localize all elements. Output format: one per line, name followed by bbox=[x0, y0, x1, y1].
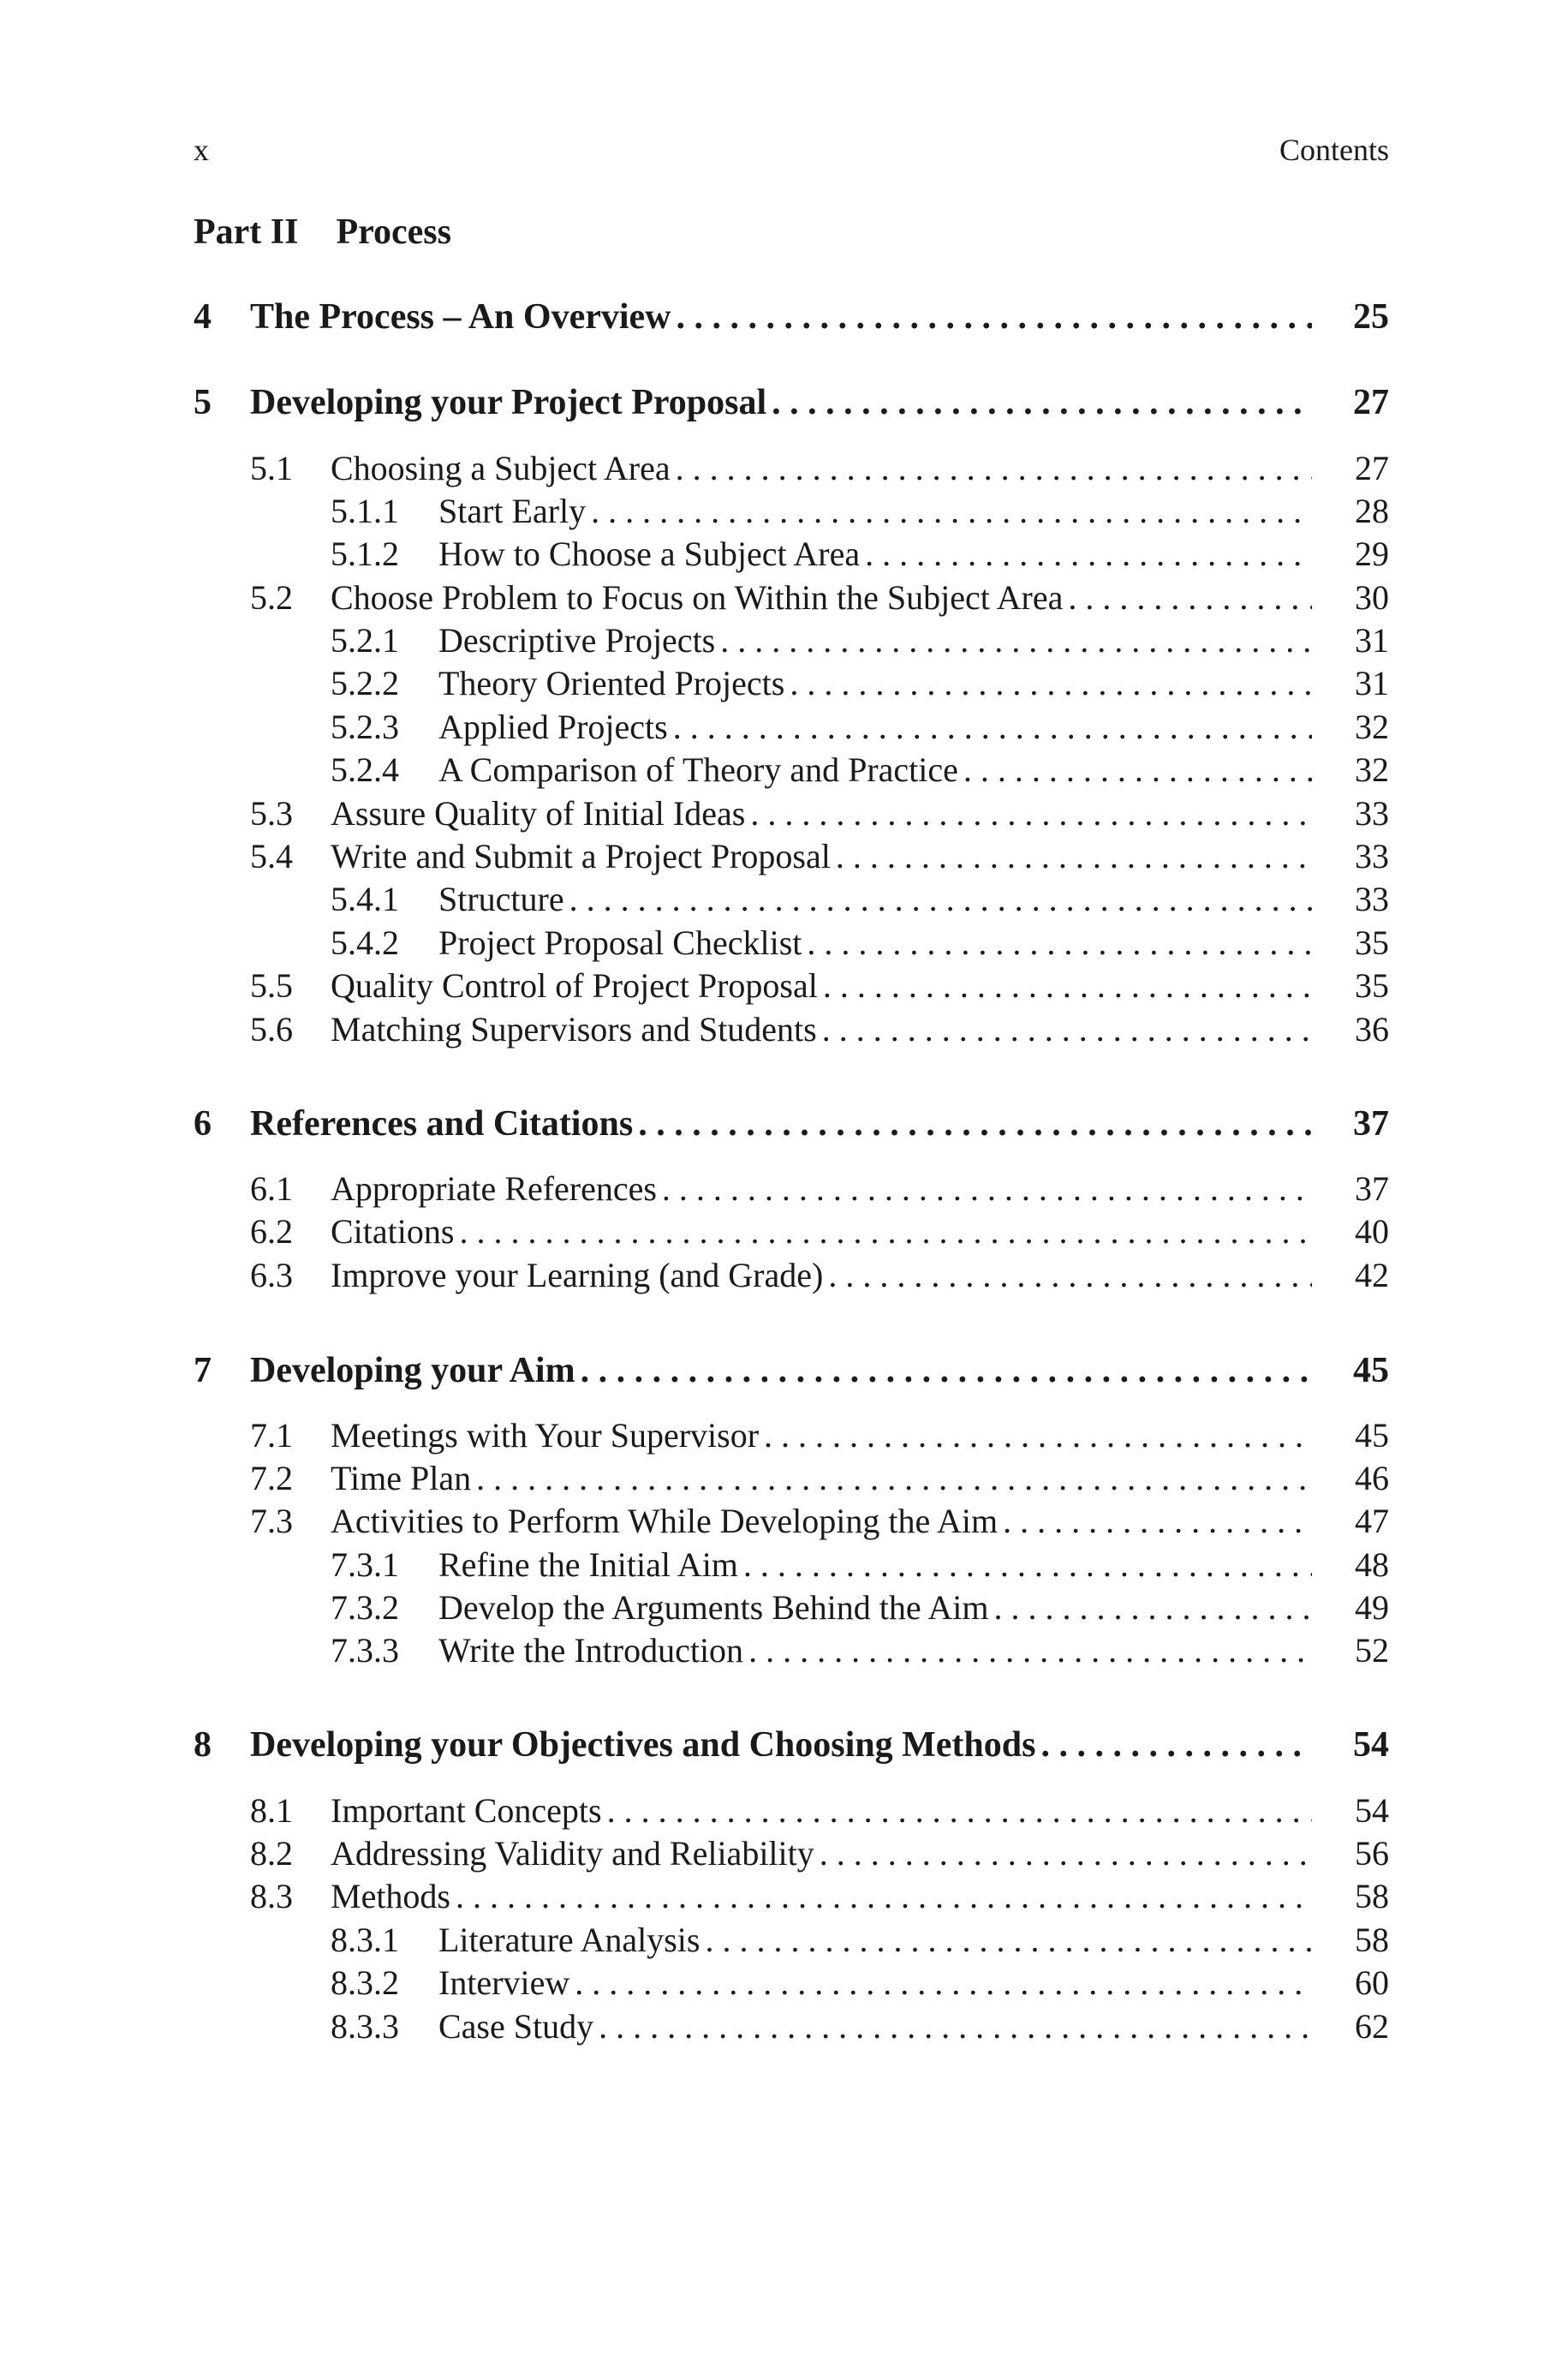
toc-title: Applied Projects bbox=[438, 708, 668, 746]
toc-number: 5.1 bbox=[250, 449, 293, 487]
toc-number: 7.3.1 bbox=[331, 1545, 399, 1584]
toc-page: 62 bbox=[1355, 2007, 1389, 2046]
toc-number: 5.2.2 bbox=[331, 664, 399, 702]
toc-page: 29 bbox=[1355, 535, 1389, 573]
running-head bbox=[194, 128, 1389, 171]
toc-number: 6.1 bbox=[250, 1169, 293, 1208]
toc-leader bbox=[194, 2004, 1312, 2050]
toc-entry[interactable] bbox=[194, 1831, 1389, 1877]
toc-entry[interactable] bbox=[194, 531, 1389, 577]
toc-entry[interactable] bbox=[194, 1252, 1389, 1299]
toc-number: 5.2.3 bbox=[331, 708, 399, 746]
toc-page: 58 bbox=[1355, 1921, 1389, 1959]
toc-title: Start Early bbox=[438, 492, 587, 530]
toc-leader bbox=[194, 1498, 1312, 1545]
toc-title: Matching Supervisors and Students bbox=[331, 1010, 817, 1049]
toc-page: 37 bbox=[1355, 1169, 1389, 1208]
toc-entry[interactable] bbox=[194, 1960, 1389, 2006]
toc-entry[interactable] bbox=[194, 876, 1389, 923]
toc-title: Activities to Perform While Developing the Aim bbox=[331, 1502, 999, 1540]
toc-title: Project Proposal Checklist bbox=[438, 923, 802, 962]
toc-entry[interactable] bbox=[194, 2004, 1389, 2050]
toc-leader bbox=[194, 1347, 1312, 1394]
toc-entry[interactable] bbox=[194, 618, 1389, 664]
toc-leader bbox=[194, 704, 1312, 750]
toc-number: 5.2 bbox=[250, 578, 293, 617]
toc-number: 6 bbox=[194, 1104, 212, 1144]
toc-leader bbox=[194, 294, 1312, 340]
toc-title: References and Citations bbox=[250, 1104, 634, 1144]
toc-title: Case Study bbox=[438, 2007, 594, 2046]
toc-title: Quality Control of Project Proposal bbox=[331, 966, 818, 1005]
toc-page: 31 bbox=[1355, 621, 1389, 660]
toc-title: Develop the Arguments Behind the Aim bbox=[438, 1588, 989, 1627]
toc-leader bbox=[194, 575, 1312, 621]
toc-title: Choosing a Subject Area bbox=[331, 449, 671, 487]
toc-entry[interactable] bbox=[194, 1585, 1389, 1631]
toc-number: 7.2 bbox=[250, 1459, 293, 1497]
toc-number: 5 bbox=[194, 383, 212, 422]
toc-page: 54 bbox=[1355, 1791, 1389, 1830]
toc-page: 33 bbox=[1355, 880, 1389, 918]
toc-page: 54 bbox=[1353, 1725, 1389, 1765]
toc-entry[interactable] bbox=[194, 575, 1389, 621]
toc-number: 7.3 bbox=[250, 1502, 293, 1540]
toc-entry[interactable] bbox=[194, 1347, 1389, 1394]
toc-leader bbox=[194, 445, 1312, 492]
toc-number: 5.3 bbox=[250, 794, 293, 833]
toc-entry[interactable] bbox=[194, 1413, 1389, 1459]
toc-entry[interactable] bbox=[194, 379, 1389, 426]
toc-number: 8.3.3 bbox=[331, 2007, 399, 2046]
toc-leader bbox=[194, 1007, 1312, 1053]
toc-number: 5.2.4 bbox=[331, 750, 399, 789]
toc-leader bbox=[194, 920, 1312, 966]
toc-entry[interactable] bbox=[194, 294, 1389, 340]
toc-number: 7.1 bbox=[250, 1416, 293, 1455]
toc-title: Developing your Aim bbox=[250, 1351, 575, 1390]
toc-title: Developing your Project Proposal bbox=[250, 383, 767, 422]
toc-page: 48 bbox=[1355, 1545, 1389, 1584]
toc-title: Interview bbox=[438, 1963, 570, 2002]
toc-entry[interactable] bbox=[194, 1101, 1389, 1147]
toc-leader bbox=[194, 1101, 1312, 1147]
toc-title: Developing your Objectives and Choosing Methods bbox=[250, 1725, 1036, 1765]
toc-entry[interactable] bbox=[194, 1455, 1389, 1502]
toc-page: 32 bbox=[1355, 750, 1389, 789]
toc-entry[interactable] bbox=[194, 1722, 1389, 1768]
toc-number: 8.3.2 bbox=[331, 1963, 399, 2002]
toc-title: Methods bbox=[331, 1877, 450, 1915]
toc-page: 49 bbox=[1355, 1588, 1389, 1627]
toc-number: 5.2.1 bbox=[331, 621, 399, 660]
toc-leader bbox=[194, 1166, 1312, 1212]
toc-page: 35 bbox=[1355, 966, 1389, 1005]
toc-page: 27 bbox=[1353, 383, 1389, 422]
toc-number: 8.3.1 bbox=[331, 1921, 399, 1959]
toc-page: 47 bbox=[1355, 1502, 1389, 1540]
toc-page: 40 bbox=[1355, 1212, 1389, 1251]
toc-leader bbox=[194, 1873, 1312, 1920]
toc-leader bbox=[194, 379, 1312, 426]
toc-leader bbox=[194, 833, 1312, 880]
toc-number: 5.5 bbox=[250, 966, 293, 1005]
toc-title: Refine the Initial Aim bbox=[438, 1545, 738, 1584]
toc-leader bbox=[194, 1917, 1312, 1963]
toc-entry[interactable] bbox=[194, 747, 1389, 793]
toc-leader bbox=[194, 1628, 1312, 1674]
toc-page: 32 bbox=[1355, 708, 1389, 746]
toc-leader bbox=[194, 963, 1312, 1009]
toc-page: 58 bbox=[1355, 1877, 1389, 1915]
toc-title: Assure Quality of Initial Ideas bbox=[331, 794, 746, 833]
toc-leader bbox=[194, 1831, 1312, 1877]
part-name: Process bbox=[336, 212, 451, 252]
toc-title: Write the Introduction bbox=[438, 1631, 744, 1670]
toc-number: 8.3 bbox=[250, 1877, 293, 1915]
toc-leader bbox=[194, 1542, 1312, 1588]
toc-title: A Comparison of Theory and Practice bbox=[438, 750, 958, 789]
toc-leader bbox=[194, 747, 1312, 793]
toc-page: 37 bbox=[1353, 1104, 1389, 1144]
toc-leader bbox=[194, 1585, 1312, 1631]
toc-entry[interactable] bbox=[194, 1542, 1389, 1588]
toc-number: 4 bbox=[194, 297, 212, 337]
toc-title: Write and Submit a Project Proposal bbox=[331, 837, 831, 875]
toc-leader bbox=[194, 660, 1312, 707]
toc-page: 25 bbox=[1353, 297, 1389, 337]
toc-entry[interactable] bbox=[194, 920, 1389, 966]
toc-page: 33 bbox=[1355, 794, 1389, 833]
toc-title: Appropriate References bbox=[331, 1169, 657, 1208]
toc-page: 60 bbox=[1355, 1963, 1389, 2002]
toc-page: 56 bbox=[1355, 1834, 1389, 1873]
toc-entry[interactable] bbox=[194, 1166, 1389, 1212]
toc-leader bbox=[194, 1455, 1312, 1502]
toc-leader bbox=[194, 791, 1312, 837]
toc-entry[interactable] bbox=[194, 1498, 1389, 1545]
toc-leader bbox=[194, 1960, 1312, 2006]
toc-number: 5.1.2 bbox=[331, 535, 399, 573]
toc-number: 8.2 bbox=[250, 1834, 293, 1873]
toc-title: Important Concepts bbox=[331, 1791, 602, 1830]
toc-page: 27 bbox=[1355, 449, 1389, 487]
toc-leader bbox=[194, 488, 1312, 535]
toc-entry[interactable] bbox=[194, 963, 1389, 1009]
toc-entry[interactable] bbox=[194, 833, 1389, 880]
toc-number: 5.4 bbox=[250, 837, 293, 875]
toc-title: Structure bbox=[438, 880, 564, 918]
toc-entry[interactable] bbox=[194, 1788, 1389, 1834]
toc-page: 45 bbox=[1355, 1416, 1389, 1455]
toc-entry[interactable] bbox=[194, 1628, 1389, 1674]
toc-number: 7 bbox=[194, 1351, 212, 1390]
toc-number: 8.1 bbox=[250, 1791, 293, 1830]
toc-leader bbox=[194, 876, 1312, 923]
running-title: Contents bbox=[1279, 133, 1389, 167]
toc-entry[interactable] bbox=[194, 488, 1389, 535]
toc-title: Theory Oriented Projects bbox=[438, 664, 785, 702]
toc-title: Improve your Learning (and Grade) bbox=[331, 1256, 824, 1294]
part-heading bbox=[194, 208, 451, 256]
toc-page: 46 bbox=[1355, 1459, 1389, 1497]
toc-entry[interactable] bbox=[194, 704, 1389, 750]
toc-number: 7.3.2 bbox=[331, 1588, 399, 1627]
toc-number: 7.3.3 bbox=[331, 1631, 399, 1670]
toc-number: 5.6 bbox=[250, 1010, 293, 1049]
toc-number: 6.2 bbox=[250, 1212, 293, 1251]
toc-page: 35 bbox=[1355, 923, 1389, 962]
page-number: x bbox=[194, 133, 209, 167]
toc-leader bbox=[194, 618, 1312, 664]
toc-entry[interactable] bbox=[194, 791, 1389, 837]
toc-page: 52 bbox=[1355, 1631, 1389, 1670]
toc-entry[interactable] bbox=[194, 660, 1389, 707]
toc-entry[interactable] bbox=[194, 1209, 1389, 1255]
toc-leader bbox=[194, 1209, 1312, 1255]
toc-title: Descriptive Projects bbox=[438, 621, 716, 660]
toc-leader bbox=[194, 1252, 1312, 1299]
toc-number: 8 bbox=[194, 1725, 212, 1765]
toc-page: 30 bbox=[1355, 578, 1389, 617]
toc-page: 33 bbox=[1355, 837, 1389, 875]
toc-leader bbox=[194, 531, 1312, 577]
part-number: Part II bbox=[194, 212, 299, 252]
toc-entry[interactable] bbox=[194, 1873, 1389, 1920]
toc-leader bbox=[194, 1413, 1312, 1459]
toc-entry[interactable] bbox=[194, 445, 1389, 492]
toc-number: 5.1.1 bbox=[331, 492, 399, 530]
toc-number: 5.4.1 bbox=[331, 880, 399, 918]
toc-title: Addressing Validity and Reliability bbox=[331, 1834, 814, 1873]
toc-title: Citations bbox=[331, 1212, 455, 1251]
toc-page: 42 bbox=[1355, 1256, 1389, 1294]
toc-title: Time Plan bbox=[331, 1459, 472, 1497]
toc-page: 28 bbox=[1355, 492, 1389, 530]
toc-leader bbox=[194, 1722, 1312, 1768]
toc-page: 36 bbox=[1355, 1010, 1389, 1049]
toc-entry[interactable] bbox=[194, 1917, 1389, 1963]
toc-number: 6.3 bbox=[250, 1256, 293, 1294]
toc-title: Literature Analysis bbox=[438, 1921, 701, 1959]
toc-leader bbox=[194, 1788, 1312, 1834]
toc-title: The Process – An Overview bbox=[250, 297, 671, 337]
toc-title: How to Choose a Subject Area bbox=[438, 535, 861, 573]
toc-page: 31 bbox=[1355, 664, 1389, 702]
toc-page: 45 bbox=[1353, 1351, 1389, 1390]
toc-entry[interactable] bbox=[194, 1007, 1389, 1053]
toc-number: 5.4.2 bbox=[331, 923, 399, 962]
toc-title: Choose Problem to Focus on Within the Subject Area bbox=[331, 578, 1064, 617]
toc-title: Meetings with Your Supervisor bbox=[331, 1416, 760, 1455]
